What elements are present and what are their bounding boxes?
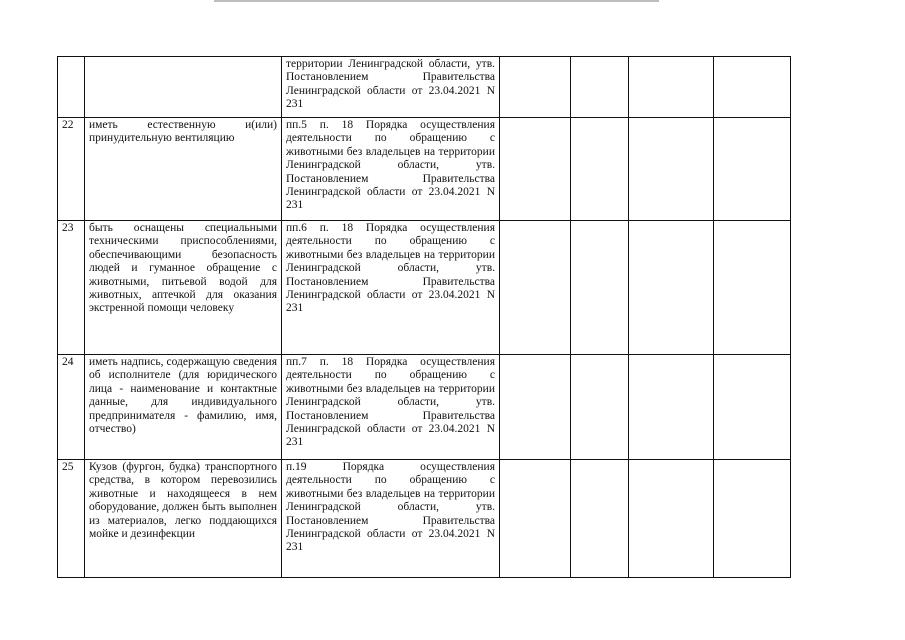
reference-cell: п.19 Порядка осуществления деятельности по обращению с животными без владельцев на территории Ленинградской области, утв. Постановлением Правительства Ленинградской области от 23.04.2021 N 231 <box>282 460 500 578</box>
row-number: 24 <box>58 355 85 460</box>
empty-cell <box>714 118 791 221</box>
empty-cell <box>571 118 629 221</box>
reference-cell: пп.5 п. 18 Порядка осуществления деятельности по обращению с животными без владельцев на территории Ленинградской области, утв. Постановлением Правительства Ленинградской области от 23.04.2021 N 231 <box>282 118 500 221</box>
table-row <box>58 118 791 221</box>
empty-cell <box>500 221 571 355</box>
requirements-table <box>57 56 791 578</box>
empty-cell <box>571 355 629 460</box>
empty-cell <box>571 221 629 355</box>
reference-cell: территории Ленинградской области, утв. Постановлением Правительства Ленинградской области от 23.04.2021 N 231 <box>282 57 500 118</box>
requirement-cell <box>85 57 282 118</box>
row-number <box>58 57 85 118</box>
table-row <box>58 460 791 578</box>
row-number: 25 <box>58 460 85 578</box>
empty-cell <box>500 57 571 118</box>
requirement-cell: иметь надпись, содержащую сведения об исполнителе (для юридического лица - наименование и контактные данные, для индивидуального предпринимателя - фамилию, имя, отчество) <box>85 355 282 460</box>
empty-cell <box>629 460 714 578</box>
requirement-cell: быть оснащены специальными техническими приспособлениями, обеспечивающими безопасность людей и гуманное обращение с животными, питьевой водой для животных, аптечкой для оказания экстренной помощи человеку <box>85 221 282 355</box>
empty-cell <box>571 460 629 578</box>
row-number: 22 <box>58 118 85 221</box>
table-row <box>58 57 791 118</box>
empty-cell <box>714 460 791 578</box>
reference-cell: пп.7 п. 18 Порядка осуществления деятельности по обращению с животными без владельцев на территории Ленинградской области, утв. Постановлением Правительства Ленинградской области от 23.04.2021 N 231 <box>282 355 500 460</box>
empty-cell <box>629 221 714 355</box>
empty-cell <box>500 355 571 460</box>
empty-cell <box>629 355 714 460</box>
empty-cell <box>629 118 714 221</box>
row-number: 23 <box>58 221 85 355</box>
empty-cell <box>500 460 571 578</box>
empty-cell <box>714 57 791 118</box>
table-row <box>58 221 791 355</box>
requirement-cell: Кузов (фургон, будка) транспортного средства, в котором перевозились животные и находящееся в нем оборудование, должен быть выполнен из материалов, легко поддающихся мойке и дезинфекции <box>85 460 282 578</box>
requirement-cell: иметь естественную и(или) принудительную вентиляцию <box>85 118 282 221</box>
previous-page-edge <box>214 0 659 2</box>
reference-cell: пп.6 п. 18 Порядка осуществления деятельности по обращению с животными без владельцев на территории Ленинградской области, утв. Постановлением Правительства Ленинградской области от 23.04.2021 N 231 <box>282 221 500 355</box>
empty-cell <box>629 57 714 118</box>
empty-cell <box>714 355 791 460</box>
empty-cell <box>714 221 791 355</box>
empty-cell <box>571 57 629 118</box>
empty-cell <box>500 118 571 221</box>
table-row <box>58 355 791 460</box>
